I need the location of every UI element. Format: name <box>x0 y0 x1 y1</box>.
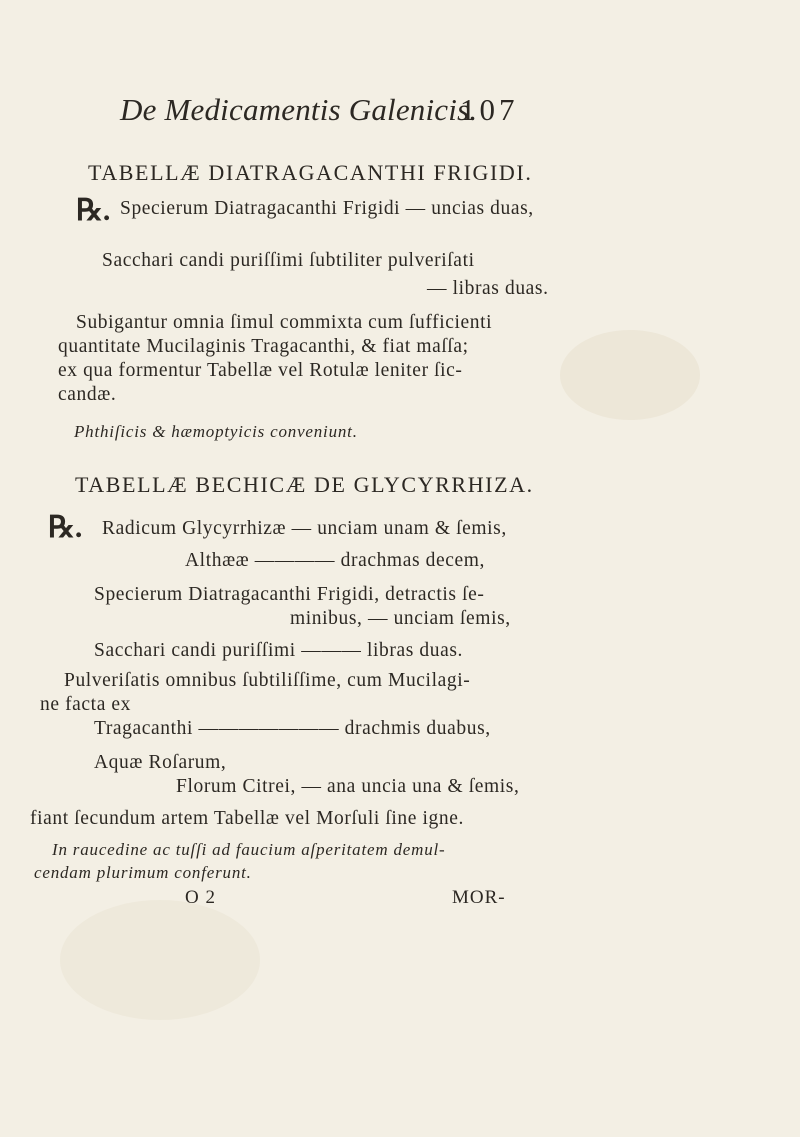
text-line: — libras duas. <box>427 278 549 299</box>
running-head: De Medicamentis Galenicis. <box>120 92 478 127</box>
text-line: Specierum Diatragacanthi Frigidi, detractis ſe- <box>94 584 485 605</box>
section-title: TABELLÆ BECHICÆ DE GLYCYRRHIZA. <box>75 472 534 497</box>
usage-note: In raucedine ac tuſſi ad faucium aſperitatem demul- <box>52 840 446 859</box>
usage-note: cendam plurimum conferunt. <box>34 863 252 882</box>
text-line: Althææ ———— drachmas decem, <box>185 550 485 571</box>
usage-note: Phthiſicis & hæmoptyicis conveniunt. <box>74 422 358 441</box>
text-line: quantitate Mucilaginis Tragacanthi, & fiat maſſa; <box>58 336 469 357</box>
text-line: Subigantur omnia ſimul commixta cum ſufficienti <box>76 312 493 333</box>
text-line: Radicum Glycyrrhizæ — unciam unam & ſemis, <box>102 518 507 539</box>
text-line: Specierum Diatragacanthi Frigidi — uncias duas, <box>120 198 534 219</box>
text-line: Sacchari candi puriſſimi ſubtiliter pulveriſati <box>102 250 475 271</box>
page-number: 107 <box>460 92 519 127</box>
text-line: minibus, — unciam ſemis, <box>290 608 511 629</box>
section-title: TABELLÆ DIATRAGACANTHI FRIGIDI. <box>88 160 533 185</box>
text-line: ex qua formentur Tabellæ vel Rotulæ leniter ſic- <box>58 360 463 381</box>
text-line: ne facta ex <box>40 694 132 715</box>
text-line: Florum Citrei, — ana uncia una & ſemis, <box>176 776 520 797</box>
paper-stain <box>60 900 260 1020</box>
text-line: candæ. <box>58 384 117 405</box>
recipe-symbol: ℞. <box>48 511 83 544</box>
catchword: MOR- <box>452 887 506 908</box>
text-line: Pulveriſatis omnibus ſubtiliſſime, cum Mucilagi- <box>64 670 471 691</box>
text-line: Sacchari candi puriſſimi ——— libras duas. <box>94 640 464 661</box>
text-line: fiant ſecundum artem Tabellæ vel Morſuli ſine igne. <box>30 808 464 829</box>
text-line: Aquæ Roſarum, <box>94 752 227 773</box>
recipe-symbol: ℞. <box>76 194 111 227</box>
text-line: Tragacanthi ——————— drachmis duabus, <box>94 718 491 739</box>
signature-mark: O 2 <box>185 887 216 908</box>
paper-stain <box>560 330 700 420</box>
